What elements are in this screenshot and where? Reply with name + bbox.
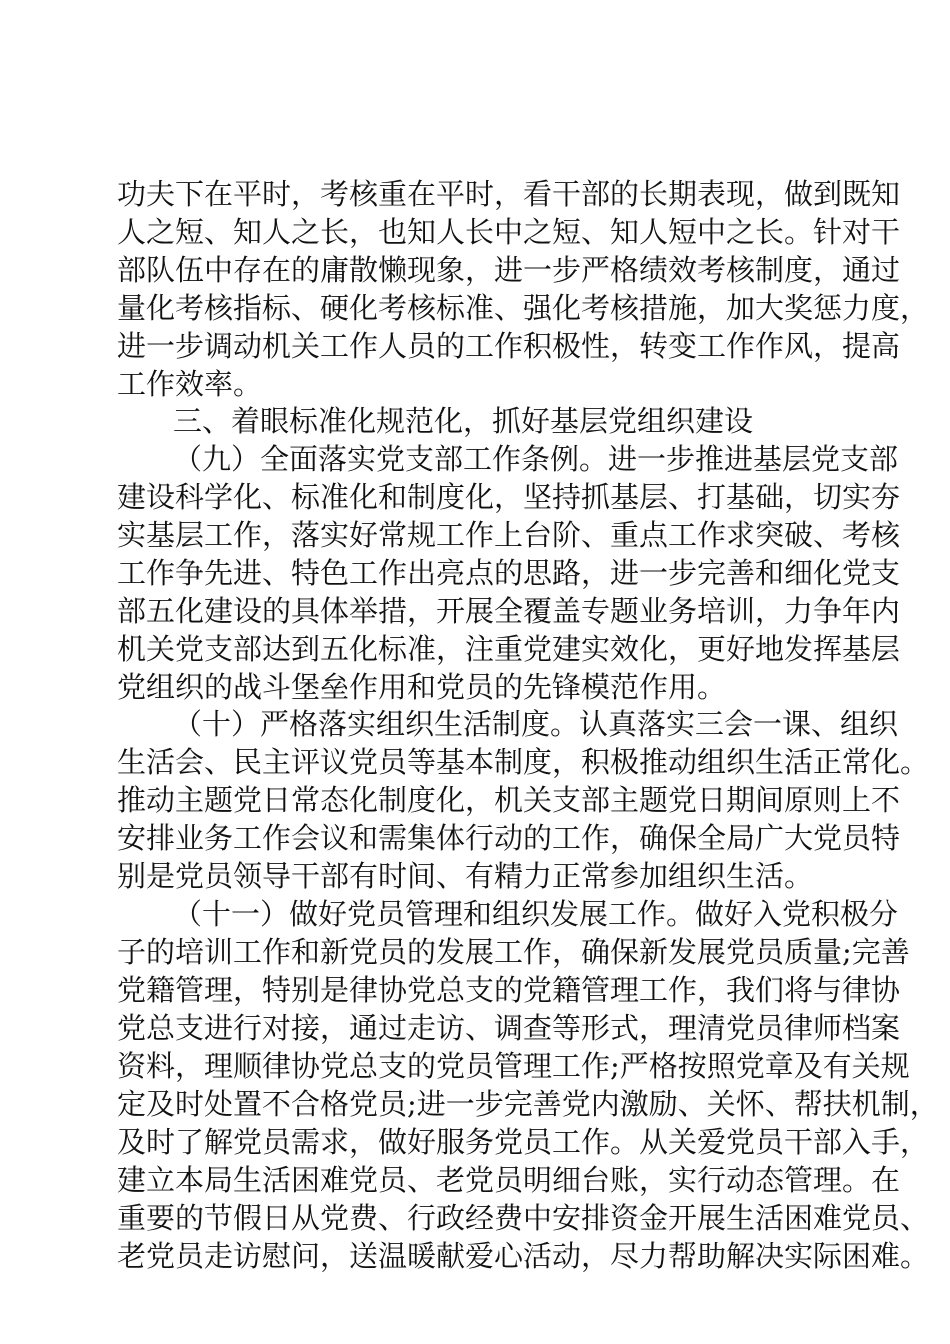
text-line: 机关党支部达到五化标准，注重党建实效化，更好地发挥基层 <box>117 632 901 666</box>
text-line: 实基层工作，落实好常规工作上台阶、重点工作求突破、考核 <box>117 518 901 552</box>
section-heading: 三、着眼标准化规范化，抓好基层党组织建设 <box>173 404 754 438</box>
paragraph-start: （十一）做好党员管理和组织发展工作。做好入党积极分 <box>173 897 899 931</box>
text-line: 党籍管理，特别是律协党总支的党籍管理工作，我们将与律协 <box>117 973 901 1007</box>
text-line: 功夫下在平时，考核重在平时，看干部的长期表现，做到既知 <box>117 177 901 211</box>
text-line: 人之短、知人之长，也知人长中之短、知人短中之长。针对干 <box>117 215 901 249</box>
text-line: 量化考核指标、硬化考核标准、强化考核措施，加大奖惩力度， <box>117 291 930 325</box>
text-line: 老党员走访慰问，送温暖献爱心活动，尽力帮助解决实际困难。 <box>117 1239 930 1273</box>
text-line: 定及时处置不合格党员;进一步完善党内激励、关怀、帮扶机制， <box>117 1087 939 1121</box>
paragraph-start: （九）全面落实党支部工作条例。进一步推进基层党支部 <box>173 442 899 476</box>
text-line: 部队伍中存在的庸散懒现象，进一步严格绩效考核制度，通过 <box>117 253 901 287</box>
text-line: 资料，理顺律协党总支的党员管理工作;严格按照党章及有关规 <box>117 1049 910 1083</box>
text-line: 党总支进行对接，通过走访、调查等形式，理清党员律师档案 <box>117 1011 901 1045</box>
text-line: 安排业务工作会议和需集体行动的工作，确保全局广大党员特 <box>117 821 901 855</box>
text-line: 建设科学化、标准化和制度化，坚持抓基层、打基础，切实夯 <box>117 480 901 514</box>
text-line: 工作争先进、特色工作出亮点的思路，进一步完善和细化党支 <box>117 556 901 590</box>
text-line: 生活会、民主评议党员等基本制度，积极推动组织生活正常化。 <box>117 745 930 779</box>
text-line: 推动主题党日常态化制度化，机关支部主题党日期间原则上不 <box>117 783 901 817</box>
text-line: 党组织的战斗堡垒作用和党员的先锋模范作用。 <box>117 670 727 704</box>
text-line: 别是党员领导干部有时间、有精力正常参加组织生活。 <box>117 859 814 893</box>
text-line: 建立本局生活困难党员、老党员明细台账，实行动态管理。在 <box>117 1163 901 1197</box>
text-line: 及时了解党员需求，做好服务党员工作。从关爱党员干部入手， <box>117 1125 930 1159</box>
paragraph-start: （十）严格落实组织生活制度。认真落实三会一课、组织 <box>173 707 899 741</box>
text-line: 重要的节假日从党费、行政经费中安排资金开展生活困难党员、 <box>117 1201 930 1235</box>
text-line: 子的培训工作和新党员的发展工作，确保新发展党员质量;完善 <box>117 935 910 969</box>
text-line: 工作效率。 <box>117 367 263 401</box>
text-line: 部五化建设的具体举措，开展全覆盖专题业务培训，力争年内 <box>117 594 901 628</box>
text-line: 进一步调动机关工作人员的工作积极性，转变工作作风，提高 <box>117 329 901 363</box>
